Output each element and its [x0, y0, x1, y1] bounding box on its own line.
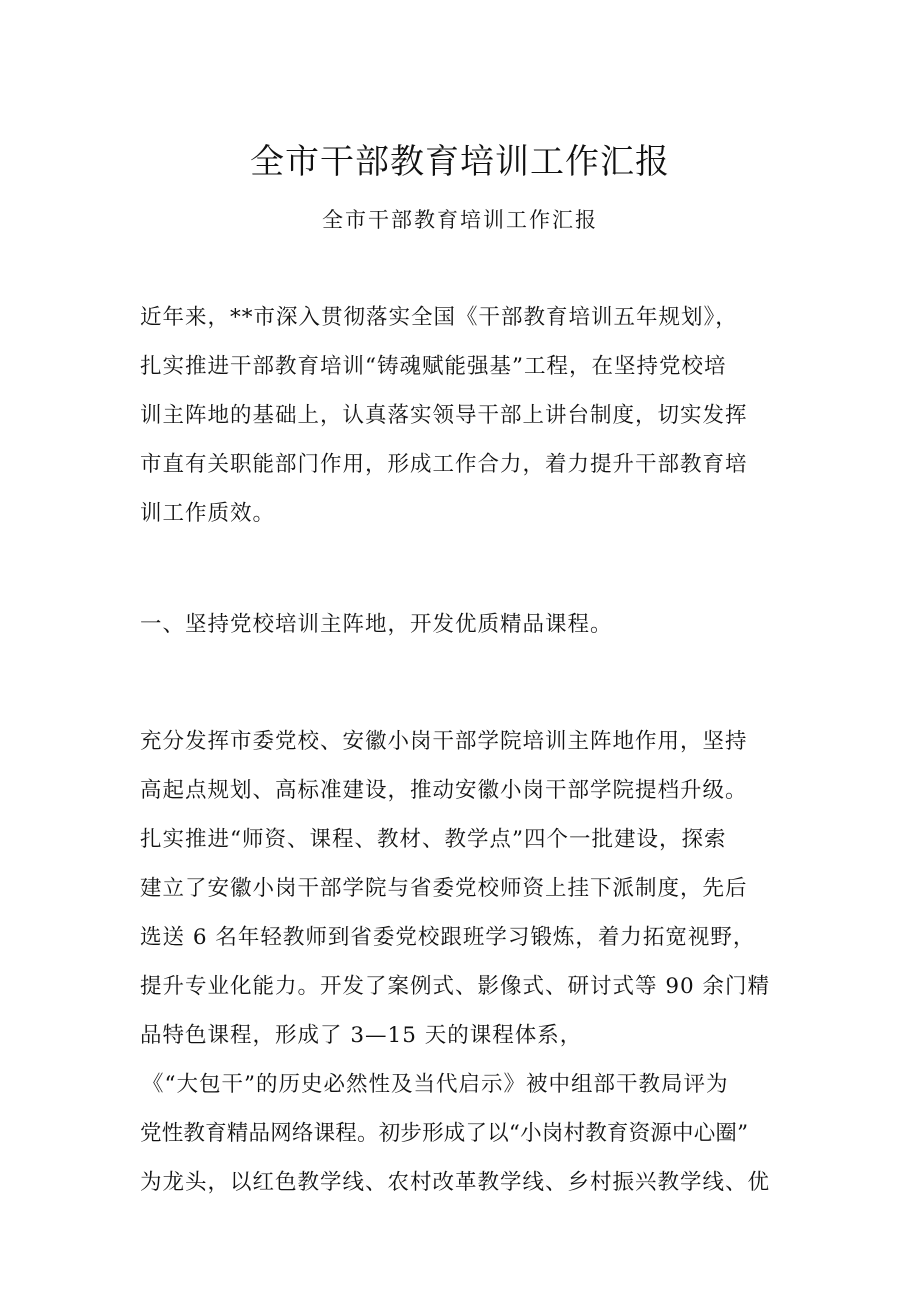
paragraph-line: 选送 6 名年轻教师到省委党校跟班学习锻炼，着力拓宽视野，	[140, 925, 756, 950]
paragraph-section-1	[140, 717, 790, 1207]
paragraph-line: 训工作质效。	[140, 501, 276, 526]
paragraph-line: 市直有关职能部门作用，形成工作合力，着力提升干部教育培	[140, 452, 748, 477]
paragraph-line: 党性教育精品网络课程。初步形成了以“小岗村教育资源中心圈”	[140, 1121, 749, 1146]
paragraph-line: 为龙头，以红色教学线、农村改革教学线、乡村振兴教学线、优	[140, 1170, 771, 1195]
document-title: 全市干部教育培训工作汇报	[250, 142, 670, 182]
paragraph-line: 高起点规划、高标准建设，推动安徽小岗干部学院提档升级。	[140, 778, 748, 803]
section-heading-1	[140, 600, 790, 649]
paragraph-line: 提升专业化能力。开发了案例式、影像式、研讨式等 90 余门精	[140, 974, 771, 999]
document-subtitle: 全市干部教育培训工作汇报	[322, 208, 598, 232]
paragraph-line: 建立了安徽小岗干部学院与省委党校师资上挂下派制度，先后	[140, 876, 748, 901]
paragraph-line: 品特色课程，形成了 3—15 天的课程体系，	[140, 1023, 583, 1048]
paragraph-line: 《“大包干”的历史必然性及当代启示》被中组部干教局评为	[142, 1072, 729, 1097]
paragraph-line: 近年来，**市深入贯彻落实全国《干部教育培训五年规划》，	[140, 305, 738, 330]
paragraph-line: 训主阵地的基础上，认真落实领导干部上讲台制度，切实发挥	[140, 403, 748, 428]
paragraph-line: 充分发挥市委党校、安徽小岗干部学院培训主阵地作用，坚持	[140, 729, 748, 754]
section-heading-text: 一、坚持党校培训主阵地，开发优质精品课程。	[140, 612, 613, 637]
paragraph-intro	[140, 293, 790, 538]
paragraph-line: 扎实推进“师资、课程、教材、教学点”四个一批建设，探索	[140, 827, 727, 852]
paragraph-line: 扎实推进干部教育培训“铸魂赋能强基”工程，在坚持党校培	[140, 354, 727, 379]
